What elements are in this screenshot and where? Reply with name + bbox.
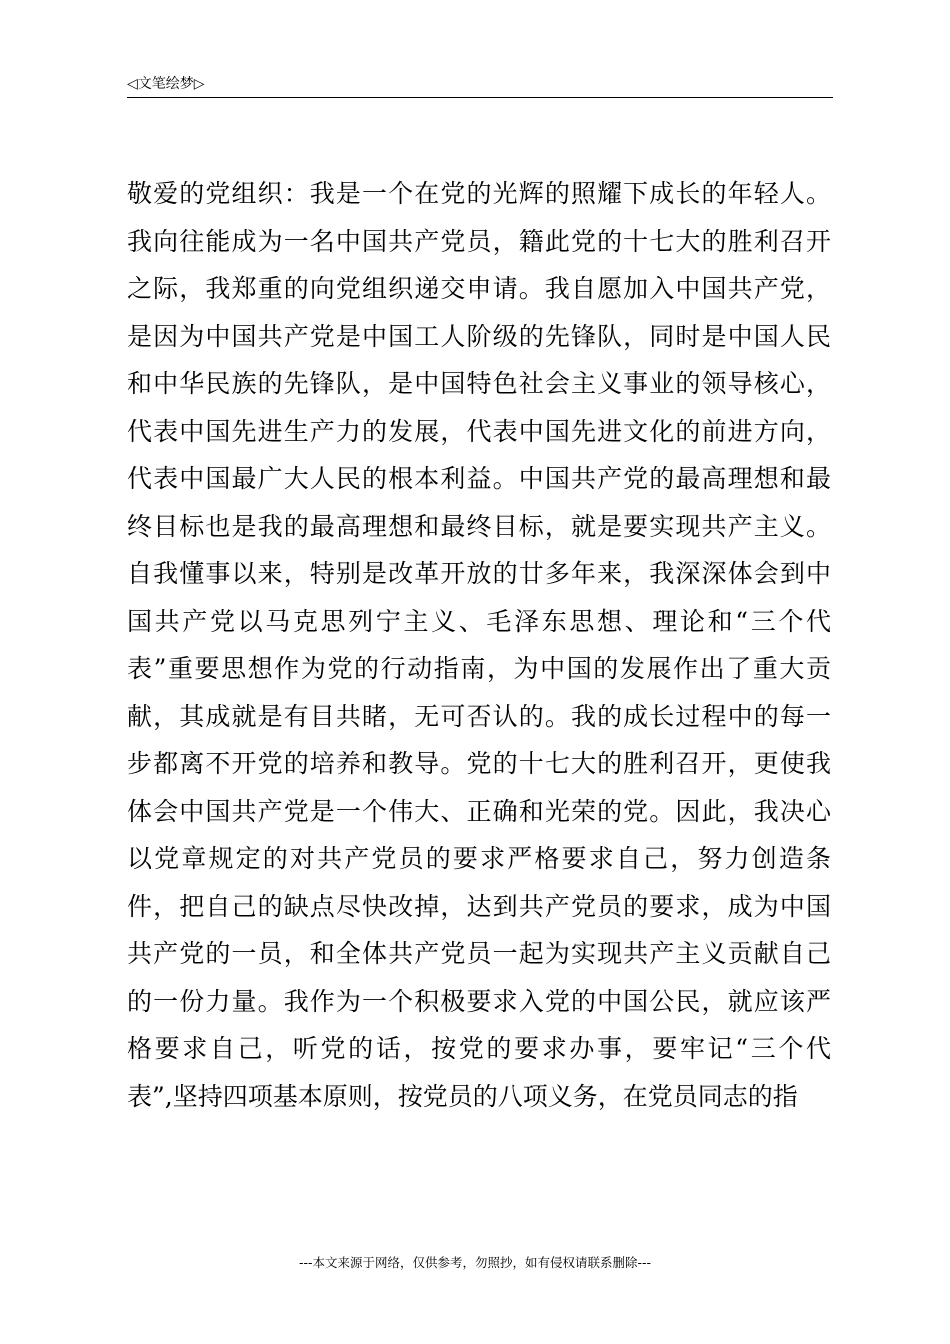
text-line: 的一份力量。我作为一个积极要求入党的中国公民，就应该严 — [127, 986, 831, 1016]
text-line: 敬爱的党组织：我是一个在党的光辉的照耀下成长的年轻人。 — [127, 179, 831, 208]
text-line: 格要求自己，听党的话，按党的要求办事，要牢记“三个代 — [127, 1034, 831, 1063]
text-line: 表”,坚持四项基本原则，按党员的八项义务，在党员同志的指 — [127, 1081, 798, 1111]
text-line: 体会中国共产党是一个伟大、正确和光荣的党。因此，我决心 — [127, 796, 831, 826]
header-divider — [127, 97, 833, 98]
text-line: 和中华民族的先锋队，是中国特色社会主义事业的领导核心， — [127, 369, 831, 398]
text-line: 献，其成就是有目共睹，无可否认的。我的成长过程中的每一 — [127, 701, 831, 731]
text-line: 共产党的一员，和全体共产党员一起为实现共产主义贡献自己 — [127, 939, 831, 968]
text-line: 代表中国最广大人民的根本利益。中国共产党的最高理想和最 — [127, 464, 831, 493]
text-line: 之际，我郑重的向党组织递交申请。我自愿加入中国共产党， — [127, 274, 831, 303]
page-footer: ---本文来源于网络，仅供参考，勿照抄，如有侵权请联系删除--- — [298, 1255, 652, 1270]
text-line: 代表中国先进生产力的发展，代表中国先进文化的前进方向， — [127, 416, 831, 446]
text-line: 表”重要思想作为党的行动指南，为中国的发展作出了重大贡 — [127, 654, 831, 683]
text-line: 我向往能成为一名中国共产党员，籍此党的十七大的胜利召开 — [127, 226, 831, 256]
text-line: 终目标也是我的最高理想和最终目标，就是要实现共产主义。 — [127, 511, 831, 541]
text-line: 步都离不开党的培养和教导。党的十七大的胜利召开，更使我 — [127, 749, 831, 778]
text-line: 以党章规定的对共产党员的要求严格要求自己，努力创造条 — [127, 844, 831, 873]
header-title: ◁文笔绘梦▷ — [127, 76, 205, 92]
text-line: 是因为中国共产党是中国工人阶级的先锋队，同时是中国人民 — [127, 321, 831, 351]
text-line: 国共产党以马克思列宁主义、毛泽东思想、理论和“三个代 — [127, 606, 831, 636]
body-paragraph — [127, 170, 831, 1120]
text-line: 自我懂事以来，特别是改革开放的廿多年来，我深深体会到中 — [127, 559, 831, 588]
page-header — [127, 74, 833, 98]
text-line: 件，把自己的缺点尽快改掉，达到共产党员的要求，成为中国 — [127, 891, 831, 921]
